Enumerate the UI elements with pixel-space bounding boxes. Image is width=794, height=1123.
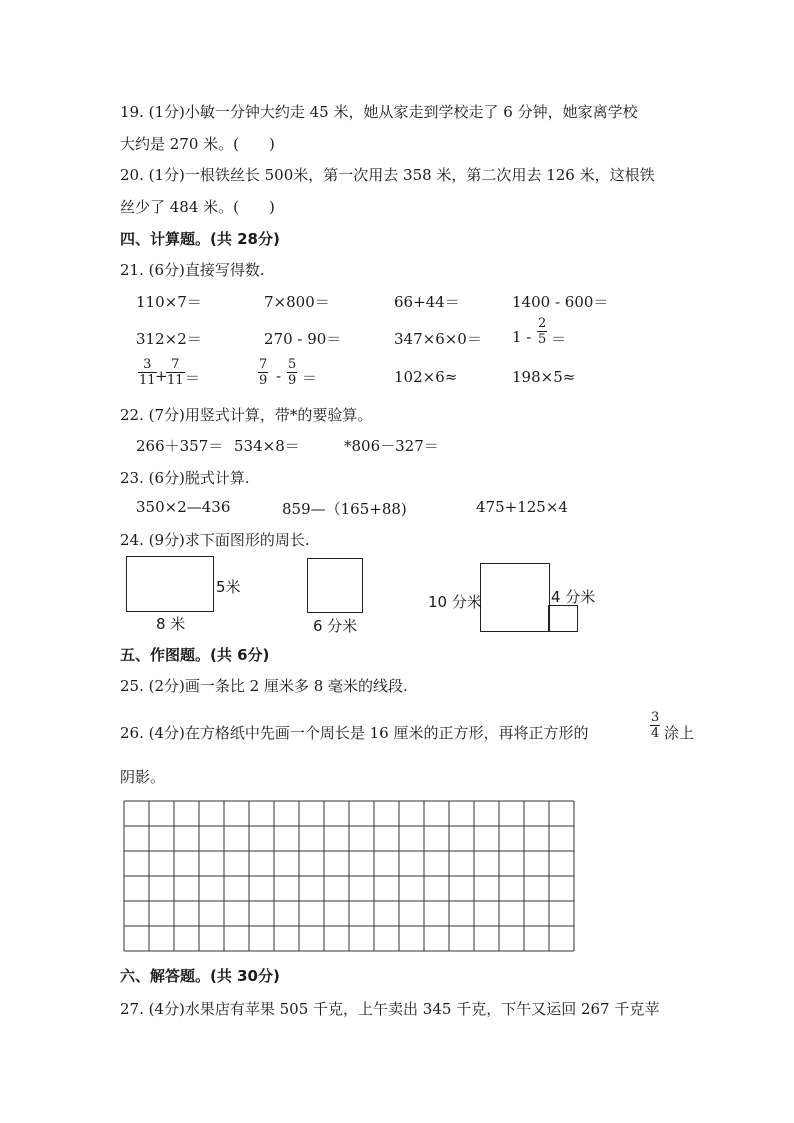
fraction-numerator: 2 [538, 316, 547, 331]
fraction-numerator: 3 [138, 357, 157, 373]
composite-right-label: 4 分米 [551, 588, 596, 606]
composite-left-label: 10 分米 [428, 593, 482, 611]
q20-line2: 丝少了 484 米。( ) [120, 198, 275, 216]
section6-title: 六、解答题。(共 30分) [120, 967, 280, 985]
q26-line2: 阴影。 [120, 768, 166, 786]
fraction-denominator: 5 [538, 332, 547, 347]
square-figure [307, 558, 363, 613]
fraction-numerator: 5 [288, 357, 297, 372]
q21-r3-b-op: - [276, 367, 282, 385]
fraction-numerator: 7 [259, 357, 268, 372]
q26-fraction [650, 710, 660, 741]
section5-title: 五、作图题。(共 6分) [120, 646, 270, 664]
q21-r1-c1: 110×7＝ [136, 293, 202, 311]
composite-large-square [480, 563, 550, 632]
q21-r3-b-frac2 [287, 357, 297, 388]
q19-line1: 19. (1分)小敏一分钟大约走 45 米，她从家走到学校走了 6 分钟，她家离学校 [120, 103, 638, 121]
q21-r3-b-frac1 [258, 357, 268, 388]
q21-r1-c3: 66+44＝ [394, 293, 460, 311]
q19-line2: 大约是 270 米。( ) [120, 135, 275, 153]
q20-line1: 20. (1分)一根铁丝长 500米，第一次用去 358 米，第二次用去 126 米，这根铁 [120, 166, 655, 184]
q21-r2-c4-fraction [537, 316, 547, 347]
q27-line1: 27. (4分)水果店有苹果 505 千克，上午卖出 345 千克，下午又运回 267 千克苹 [120, 1000, 660, 1018]
q26-suffix: 涂上 [664, 724, 695, 742]
fraction-denominator: 11 [167, 373, 184, 388]
q21-r2-c3: 347×6×0＝ [394, 330, 482, 348]
q21-r3-a-op: + [155, 367, 168, 385]
q21-r2-c1: 312×2＝ [136, 330, 202, 348]
fraction-denominator: 9 [288, 373, 297, 388]
q23-title: 23. (6分)脱式计算. [120, 469, 250, 487]
q21-r3-c4: 198×5≈ [512, 368, 576, 386]
section4-title: 四、计算题。(共 28分) [120, 230, 280, 248]
q24-title: 24. (9分)求下面图形的周长. [120, 531, 310, 549]
q21-r3-a-frac1 [138, 357, 157, 388]
q22-item-2: 534×8＝ [234, 437, 300, 455]
fraction-denominator: 4 [651, 726, 660, 741]
q22-item-1: 266＋357＝ [136, 437, 224, 455]
q21-r3-c3: 102×6≈ [394, 368, 458, 386]
q21-r1-c2: 7×800＝ [264, 293, 330, 311]
q25-title: 25. (2分)画一条比 2 厘米多 8 毫米的线段. [120, 677, 408, 695]
q22-title: 22. (7分)用竖式计算，带*的要验算。 [120, 406, 373, 424]
square-bottom-label: 6 分米 [313, 617, 358, 635]
q21-r2-c4-prefix: 1 - [512, 328, 532, 346]
fraction-denominator: 11 [139, 373, 156, 388]
fraction-denominator: 9 [259, 373, 268, 388]
square-grid-paper[interactable] [123, 800, 578, 954]
q21-r2-c4-eq: ＝ [551, 330, 567, 348]
q21-r3-a-eq: ＝ [185, 369, 201, 387]
q26-prefix: 26. (4分)在方格纸中先画一个周长是 16 厘米的正方形，再将正方形的 [120, 724, 589, 742]
q23-item-2: 859—（165+88) [282, 500, 407, 518]
q21-title: 21. (6分)直接写得数. [120, 261, 265, 279]
q23-item-1: 350×2—436 [136, 498, 231, 516]
composite-small-square [548, 605, 578, 632]
q21-r1-c4: 1400 - 600＝ [512, 293, 609, 311]
q21-r2-c2: 270 - 90＝ [264, 330, 342, 348]
fraction-numerator: 3 [651, 710, 660, 725]
rectangle-side-label: 5米 [216, 578, 241, 596]
rectangle-figure [126, 556, 214, 612]
q21-r3-a-frac2 [166, 357, 185, 388]
q21-r3-b-eq: ＝ [302, 369, 318, 387]
q23-item-3: 475+125×4 [476, 498, 568, 516]
q22-item-3: *806－327＝ [344, 437, 439, 455]
fraction-numerator: 7 [166, 357, 185, 373]
rectangle-bottom-label: 8 米 [156, 615, 186, 633]
